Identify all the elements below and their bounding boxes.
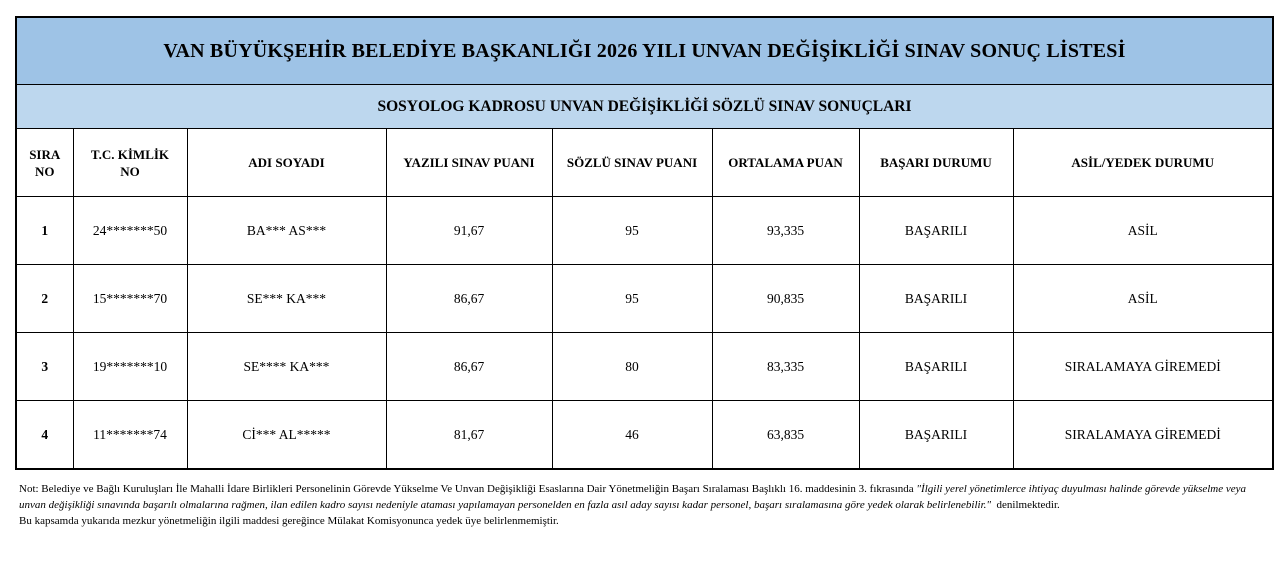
cell-written: 86,67 <box>386 333 552 401</box>
cell-status: ASİL <box>1013 265 1273 333</box>
title-row <box>16 17 1273 85</box>
footnote <box>19 481 1269 529</box>
cell-sira: 4 <box>16 401 73 470</box>
cell-tc: 11*******74 <box>73 401 187 470</box>
table-row <box>16 333 1273 401</box>
results-document <box>15 16 1272 470</box>
cell-name: SE*** KA*** <box>187 265 386 333</box>
cell-oral: 80 <box>552 333 712 401</box>
cell-written: 86,67 <box>386 265 552 333</box>
header-sira-line1: SIRA <box>29 146 61 162</box>
cell-success: BAŞARILI <box>859 265 1013 333</box>
cell-status: ASİL <box>1013 197 1273 265</box>
cell-name: Cİ*** AL***** <box>187 401 386 470</box>
header-name: ADI SOYADI <box>187 129 386 197</box>
header-written: YAZILI SINAV PUANI <box>386 129 552 197</box>
cell-average: 93,335 <box>712 197 859 265</box>
footnote-paragraph <box>19 481 1269 513</box>
cell-sira: 1 <box>16 197 73 265</box>
footnote-outro: denilmektedir. <box>996 499 1060 511</box>
cell-tc: 24*******50 <box>73 197 187 265</box>
cell-tc: 19*******10 <box>73 333 187 401</box>
header-sira-line2: NO <box>35 163 55 179</box>
table-header-row <box>16 129 1273 197</box>
cell-sira: 2 <box>16 265 73 333</box>
page-title: VAN BÜYÜKŞEHİR BELEDİYE BAŞKANLIĞI 2026 YILI UNVAN DEĞİŞİKLİĞİ SINAV SONUÇ LİSTESİ <box>16 17 1273 85</box>
results-table <box>15 16 1274 470</box>
cell-oral: 46 <box>552 401 712 470</box>
header-oral: SÖZLÜ SINAV PUANI <box>552 129 712 197</box>
table-row <box>16 197 1273 265</box>
header-tc-line2: NO <box>120 163 140 179</box>
cell-oral: 95 <box>552 265 712 333</box>
cell-written: 91,67 <box>386 197 552 265</box>
cell-success: BAŞARILI <box>859 401 1013 470</box>
header-success: BAŞARI DURUMU <box>859 129 1013 197</box>
cell-name: SE**** KA*** <box>187 333 386 401</box>
page-subtitle: SOSYOLOG KADROSU UNVAN DEĞİŞİKLİĞİ SÖZLÜ SINAV SONUÇLARI <box>16 85 1273 129</box>
cell-name: BA*** AS*** <box>187 197 386 265</box>
header-tc <box>73 129 187 197</box>
cell-average: 63,835 <box>712 401 859 470</box>
cell-sira: 3 <box>16 333 73 401</box>
header-tc-line1: T.C. KİMLİK <box>90 146 170 162</box>
cell-success: BAŞARILI <box>859 333 1013 401</box>
cell-status: SIRALAMAYA GİREMEDİ <box>1013 333 1273 401</box>
cell-written: 81,67 <box>386 401 552 470</box>
cell-status: SIRALAMAYA GİREMEDİ <box>1013 401 1273 470</box>
header-status: ASİL/YEDEK DURUMU <box>1013 129 1273 197</box>
table-row <box>16 401 1273 470</box>
header-average: ORTALAMA PUAN <box>712 129 859 197</box>
footnote-intro: Not: Belediye ve Bağlı Kuruluşları İle Mahalli İdare Birlikleri Personelinin Görevde Yükselme Ve Unvan Değişikliği Esaslarına Dair Yönetmeliğin Başarı Sıralaması Başlıklı 16. maddesinin 3. fıkrasında <box>19 483 914 495</box>
table-row <box>16 265 1273 333</box>
cell-tc: 15*******70 <box>73 265 187 333</box>
cell-oral: 95 <box>552 197 712 265</box>
cell-success: BAŞARILI <box>859 197 1013 265</box>
cell-average: 83,335 <box>712 333 859 401</box>
header-sira <box>16 129 73 197</box>
footnote-quote: "İlgili yerel yönetimlerce ihtiyaç duyulması halinde görevde yükselme veya unvan değişikliği sınavında başarılı olmalarına rağmen, ilan edilen kadro sayısı nedeniyle ataması yapılamayan personelden en fazla asıl aday sayısı kadar personel, başarı sıralamasına göre yedek olarak belirlenebilir." <box>19 483 1247 511</box>
subtitle-row <box>16 85 1273 129</box>
cell-average: 90,835 <box>712 265 859 333</box>
footnote-line2: Bu kapsamda yukarıda mezkur yönetmeliğin ilgili maddesi gereğince Mülakat Komisyonunca yedek üye belirlenmemiştir. <box>19 515 559 527</box>
